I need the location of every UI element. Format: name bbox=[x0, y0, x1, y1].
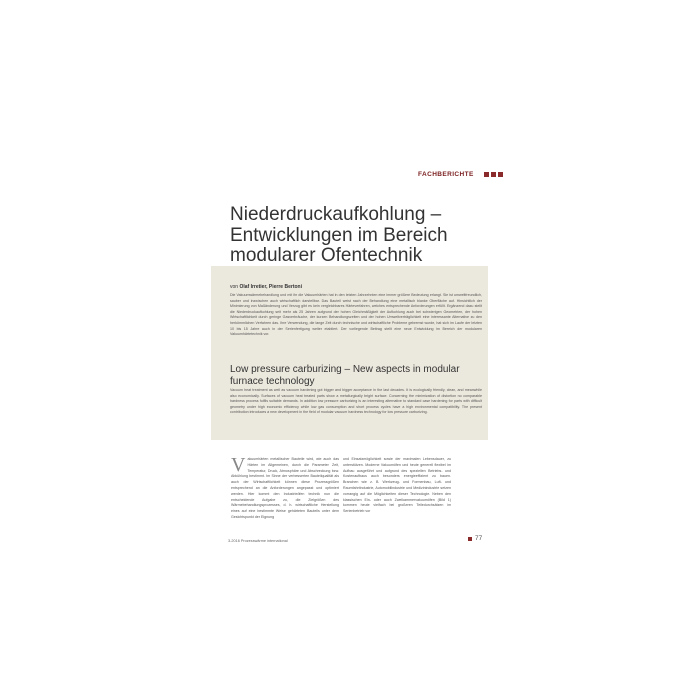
abstract-english: Vacuum heat treatment as well as vacuum hardening got bigger and bigger acceptance in the last decades. It is ecologically friendly, clean, and meanwhile also economically. Surfaces of vacuum heat treated parts show a metallurgically bright surface. Concerning the minimization of distortion no comparable hardness process fulfils suitable demands. In addition low pressure carburizing is an interesting alternative to standard case hardening for parts with difficult geometry under high economic efficiency while low gas consumption and short process cycles have a high environmental compatibility. The present contribution introduces a new development in the field of modular vacuum hardness technology for low pressure carburizing. bbox=[230, 388, 482, 415]
english-title: Low pressure carburizing – New aspects in modular furnace technology bbox=[230, 364, 460, 387]
title-line: modularer Ofentechnik bbox=[230, 245, 423, 266]
section-squares bbox=[482, 172, 503, 177]
square-icon bbox=[468, 537, 472, 541]
authors-prefix: von bbox=[230, 284, 239, 290]
title-line: Entwicklungen im Bereich bbox=[230, 224, 448, 246]
square-icon bbox=[491, 172, 496, 177]
footer-publication: 3-2016 Prozesswärme international bbox=[228, 539, 288, 543]
square-icon bbox=[498, 172, 503, 177]
article-title bbox=[230, 205, 490, 267]
section-label: FACHBERICHTE bbox=[418, 171, 474, 178]
authors-names: Olaf Irretier, Pierre Bertoni bbox=[239, 284, 302, 290]
square-icon bbox=[484, 172, 489, 177]
drop-cap: V bbox=[231, 454, 246, 476]
section-tag bbox=[418, 171, 503, 178]
footer-page bbox=[468, 535, 482, 542]
title-line: Niederdruckaufkohlung – bbox=[230, 204, 442, 225]
body-text-1: akuumhärten metallischer Bauteile wird, wie auch das Härten im Allgemeinen, durch die Parameter Zeit, Temperatur, Druck, Atmosphäre und Abschreckung bzw. Abkühlung bestimmt. Im Sinne der verbesserten Bauteilqualität als auch der Wirtschaftlichkeit können diese Prozessgrößen entsprechend an die Anforderungen angepasst und optimiert werden. Hier kommt den Industrieöfen technik nun die entscheidende Aufgabe zu, die Zielgrößen des Wärmebehandlungsprozesses, d. h. wirtschaftliche Herstellung eines auf eine bestimmte Weise gehärteten Bauteils unter dem Gesichtspunkt der Eignung bbox=[231, 457, 339, 519]
abstract-german: Die Vakuumwärmebehandlung und mit ihr die Vakuumhärten hat in den letzten Jahrzehnten eine immer größere Bedeutung erlangt. Sie ist umweltfreundlich, sauber und inzwischen auch wirtschaftlich darstellbar. Das Bauteil weist nach der Behandlung eine metallisch blanke Oberfläche auf. Hinsichtlich der Minimierung von Maßänderung und Verzug gibt es kein vergleichbares Härteverfahren, welches entsprechende Anforderungen erfüllt. Ergänzend dazu stellt die Niederdruckaufkohlung seit mehr als 25 Jahren aufgrund der hohen Gleichmäßigkeit der Aufkohlung auch bei schwierigen Geometrien, der hohen Wirtschaftlichkeit durch geringe Gasverbräuche, der kurzen Behandlungszeiten und der hohen Umweltverträglichkeit eine interessante Alternative zu den herkömmlichen Verfahren das. Ihre Verwendung, die lange Zeit durch technische und wirtschaftliche Probleme gebremst wurde, hat sich im Laufe der letzten 10 bis 15 Jahre auch in der Serienfertigung weiter etabliert. Der vorliegende Beitrag stellt eine neue Entwicklung im Bereich der modularen Vakuumhärtetechnik vor. bbox=[230, 293, 482, 337]
body-column-2: und Einsatzmöglichkeit sowie der maximalen Lebensdauer, zu unterstützen. Moderne Vakuumöfen und heute generell flexibel im Aufbau ausgeführt und aufgrund des speziellen Betriebs- und Kostenaufbaus auch besonders energieeffizient zu bauen. Branchen wie z. B. Werkzeug- und Formenbau, Luft- und Raumfahrtindustrie, Automobilindustrie und Medizinindustrie setzen vorrangig auf die Möglichkeiten dieser Technologie. Neben den klassischen Ein- oder auch Zweikammervakuumöfen (Bild 1) kommen heute vielfach bei großeren Teiledurchsätzen im Serienbetrieb vor bbox=[343, 457, 451, 514]
authors-line bbox=[230, 284, 302, 290]
body-column-1 bbox=[231, 454, 339, 521]
page-number: 77 bbox=[475, 535, 483, 542]
